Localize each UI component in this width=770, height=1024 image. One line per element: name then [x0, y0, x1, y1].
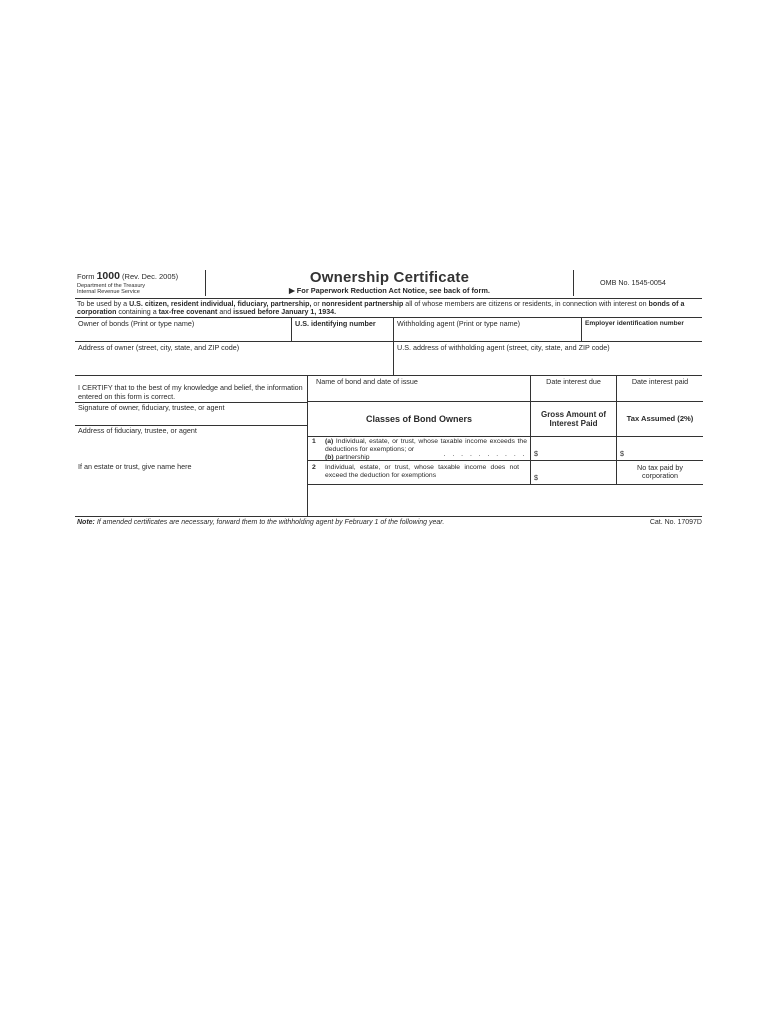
form-number-line [77, 270, 205, 283]
form-label: Form [77, 272, 95, 281]
intro-text [75, 299, 702, 318]
note-label: Note: [77, 519, 95, 526]
class-1-description [308, 437, 530, 460]
service-name: Internal Revenue Service [77, 289, 140, 296]
amendment-note [77, 519, 444, 527]
bond-class-row-1 [308, 437, 703, 461]
title-block [206, 270, 573, 296]
classes-header-text: Classes of Bond Owners [365, 414, 473, 424]
no-tax-text: No tax paid by corporation [637, 463, 683, 480]
class-1b-label: (b) [325, 454, 334, 461]
owner-address-field[interactable] [75, 342, 393, 375]
form-number: 1000 [96, 270, 120, 282]
us-id-field[interactable] [291, 318, 393, 341]
signature-label: Signature of owner, fiduciary, trustee, or agent [78, 403, 225, 412]
bond-class-row-2 [308, 461, 703, 485]
intro-bold: bonds of a corporation [77, 300, 685, 317]
intro-bold: issued before January 1, 1934. [233, 308, 337, 317]
dollar-sign: $ [534, 473, 538, 483]
tax-header [616, 402, 703, 436]
gross-header [530, 402, 616, 436]
form-title: Ownership Certificate [309, 269, 470, 286]
withholding-agent-label: Withholding agent (Print or type name) [397, 319, 521, 328]
agent-address-field[interactable] [393, 342, 702, 375]
owner-name-field[interactable] [75, 318, 291, 341]
ownership-certificate-form [75, 270, 702, 529]
class-1-number: 1 [312, 438, 316, 445]
bond-name-label: Name of bond and date of issue [316, 377, 418, 386]
intro-part: all of whose members are citizens or residents, in connection with interest on [403, 300, 649, 308]
intro-bold: U.S. citizen, resident individual, fiduciary, partnership, [129, 300, 312, 308]
certification-and-bond-section [75, 376, 702, 517]
department-name: Department of the Treasury [77, 282, 146, 289]
class-1b-text: partnership [333, 454, 370, 461]
intro-part: or [311, 300, 322, 308]
dollar-sign: $ [620, 449, 624, 459]
class-2-gross-field[interactable] [530, 461, 616, 484]
intro-bold: nonresident partnership [321, 300, 404, 308]
bond-column [307, 376, 703, 516]
date-paid-field[interactable] [616, 376, 703, 401]
signature-field[interactable] [75, 403, 307, 426]
tax-header-text: Tax Assumed (2%) [626, 414, 694, 423]
date-due-field[interactable] [530, 376, 616, 401]
address-row [75, 342, 702, 376]
form-footer [75, 517, 702, 529]
omb-number: OMB No. 1545-0054 [600, 278, 666, 287]
dollar-sign: $ [534, 449, 538, 459]
certify-statement [75, 376, 307, 403]
ein-label: Employer identification number [585, 320, 684, 327]
bond-class-header-row [308, 402, 703, 437]
fiduciary-address-field[interactable] [75, 426, 307, 462]
ein-field[interactable] [581, 318, 702, 341]
class-2-tax-field [616, 461, 703, 484]
paperwork-notice: ▶ For Paperwork Reduction Act Notice, see back of form. [289, 286, 490, 295]
gross-header-text: Gross Amount of Interest Paid [540, 410, 607, 428]
estate-name-field[interactable] [75, 462, 307, 486]
bond-name-field[interactable] [308, 376, 530, 401]
date-due-label: Date interest due [546, 377, 601, 386]
owner-row [75, 318, 702, 342]
note-text: If amended certificates are necessary, forward them to the withholding agent by February 1 of the following year. [94, 519, 445, 526]
bond-info-row [308, 376, 703, 402]
owner-address-label: Address of owner (street, city, state, and ZIP code) [78, 343, 240, 352]
classes-header [308, 402, 530, 436]
intro-part: and [217, 308, 234, 317]
form-id-block [77, 270, 206, 296]
catalog-number: Cat. No. 17097D [649, 519, 702, 526]
us-id-label: U.S. identifying number [295, 319, 376, 328]
estate-name-label: If an estate or trust, give name here [78, 462, 192, 471]
intro-part: containing a [116, 308, 159, 317]
agent-address-label: U.S. address of withholding agent (street, city, state, and ZIP code) [397, 343, 610, 352]
class-1-tax-field[interactable] [616, 437, 703, 460]
leader-dots: . . . . . . . . . . [443, 451, 527, 458]
owner-name-label: Owner of bonds (Print or type name) [78, 319, 195, 328]
form-header [75, 270, 702, 299]
withholding-agent-field[interactable] [393, 318, 581, 341]
class-1-gross-field[interactable] [530, 437, 616, 460]
form-revision: (Rev. Dec. 2005) [122, 272, 179, 281]
certification-column [75, 376, 307, 516]
certify-text: I CERTIFY that to the best of my knowledge and belief, the information entered on this form is correct. [78, 383, 303, 401]
class-1a-text: Individual, estate, or trust, whose taxable income exceeds the deductions for exemptions; or [325, 438, 527, 453]
date-paid-label: Date interest paid [631, 377, 689, 386]
fiduciary-address-label: Address of fiduciary, trustee, or agent [78, 426, 197, 435]
class-2-number: 2 [312, 464, 316, 471]
class-1a-label: (a) [325, 438, 334, 445]
class-2-description [308, 461, 530, 484]
omb-block [573, 270, 703, 296]
intro-bold: tax-free covenant [158, 308, 218, 317]
intro-part: To be used by a [77, 300, 130, 308]
class-2-text: Individual, estate, or trust, whose taxable income does not exceed the deduction for exemptions [325, 464, 519, 479]
